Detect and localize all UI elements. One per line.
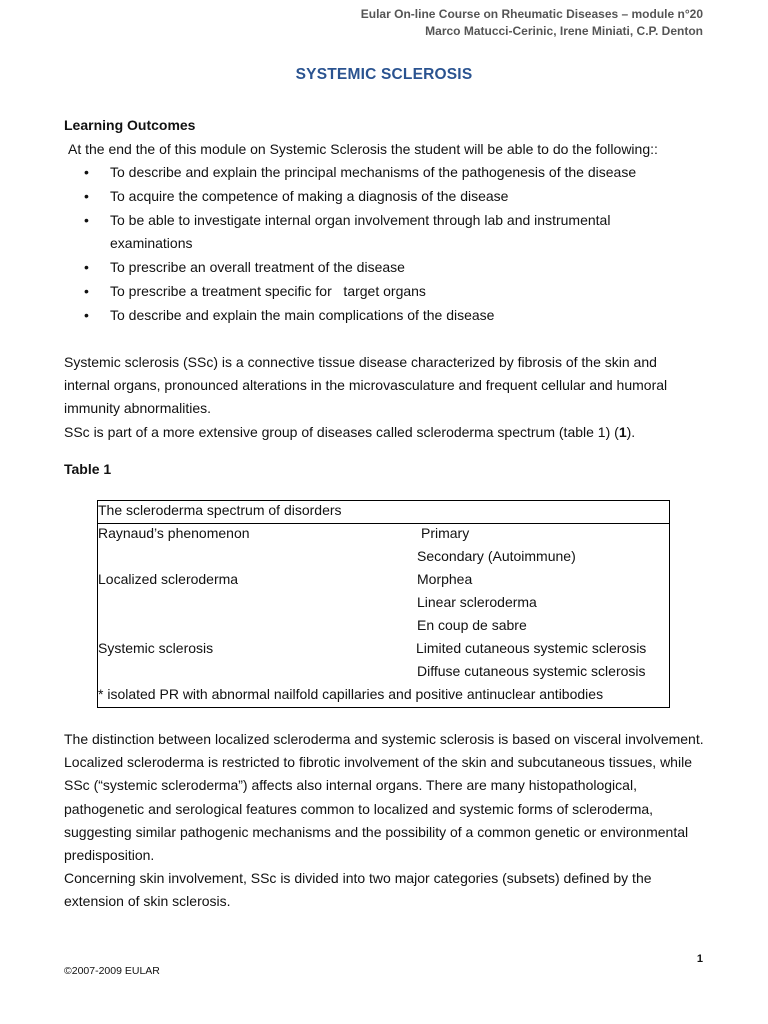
intro-paragraph: [64, 351, 684, 444]
copyright-notice: ©2007-2009 EULAR: [64, 965, 160, 977]
table-cell-primary: Primary: [421, 525, 470, 541]
bullet-icon: •: [84, 259, 89, 276]
list-item-text: To acquire the competence of making a diagnosis of the disease: [110, 187, 509, 204]
bullet-icon: •: [84, 187, 89, 204]
page-number: 1: [696, 953, 703, 965]
distinction-paragraph-text: The distinction between localized scleroderma and systemic sclerosis is based on visceral involvement. Localized scleroderma is restricted to fibrotic involvement of the skin and subcutaneous tissues, while SSc (“systemic scleroderma”) affects also internal organs. There are many histopathological, pathogenetic and serological features common to localized and systemic forms of scleroderma, suggesting similar pathogenic mechanisms and the possibility of a common genetic or environmental predisposition.: [64, 731, 704, 864]
page-title: SYSTEMIC SCLEROSIS: [295, 66, 473, 83]
table-header: The scleroderma spectrum of disorders: [98, 502, 342, 518]
bullet-icon: •: [84, 211, 89, 228]
learning-outcomes-intro: At the end the of this module on Systemic Sclerosis the student will be able to do the following::: [68, 141, 658, 157]
scleroderma-spectrum-text-end: ).: [626, 423, 636, 440]
list-item-text: To describe and explain the principal mechanisms of the pathogenesis of the disease: [110, 164, 637, 180]
authors-header: Marco Matucci-Cerinic, Irene Miniati, C.P. Denton: [425, 24, 703, 38]
table-cell-secondary: Secondary (Autoimmune): [417, 548, 576, 564]
bullet-icon: •: [84, 164, 89, 180]
table-cell-raynaud: Raynaud’s phenomenon: [98, 525, 250, 541]
skin-involvement-text: Concerning skin involvement, SSc is divided into two major categories (subsets) defined by the extension of skin sclerosis.: [64, 870, 652, 910]
table-cell-localized: Localized scleroderma: [98, 571, 239, 587]
table-footnote: * isolated PR with abnormal nailfold capillaries and positive antinuclear antibodies: [98, 686, 604, 702]
learning-outcomes-heading: Learning Outcomes: [64, 117, 196, 133]
scleroderma-spectrum-text: SSc is part of a more extensive group of diseases called scleroderma spectrum (table 1) (: [64, 423, 619, 440]
table-label: Table 1: [64, 461, 112, 477]
table-cell-morphea: Morphea: [417, 571, 473, 587]
list-item: [84, 304, 724, 328]
list-item-text: To prescribe an overall treatment of the disease: [110, 259, 405, 276]
list-item-text: To describe and explain the main complications of the disease: [110, 306, 495, 323]
list-item-text: To prescribe a treatment specific for target organs: [110, 282, 426, 299]
scleroderma-spectrum-table: [97, 500, 670, 708]
list-item: [84, 185, 724, 209]
bullet-icon: •: [84, 306, 89, 323]
bullet-icon: •: [84, 282, 89, 299]
table-cell-systemic: Systemic sclerosis: [98, 640, 214, 656]
reference-number: 1: [618, 423, 627, 440]
list-item: [84, 209, 724, 257]
body-paragraph: [64, 728, 710, 914]
course-header: Eular On-line Course on Rheumatic Diseases – module n°20: [360, 7, 703, 21]
list-item-text: To be able to investigate internal organ involvement through lab and instrumental examinations: [110, 211, 611, 252]
table-cell-linear: Linear scleroderma: [417, 594, 537, 610]
table-cell-diffuse: Diffuse cutaneous systemic sclerosis: [417, 663, 646, 679]
intro-paragraph-text: Systemic sclerosis (SSc) is a connective tissue disease characterized by fibrosis of the skin and internal organs, pronounced alterations in the microvasculature and frequent cellular and humoral immunity abnormalities.: [64, 354, 668, 417]
learning-outcomes-list: [84, 161, 724, 328]
list-item: [84, 161, 724, 185]
list-item: [84, 256, 724, 280]
table-cell-limited: Limited cutaneous systemic sclerosis: [416, 640, 647, 656]
table-cell-coup-de-sabre: En coup de sabre: [417, 617, 527, 633]
list-item: [84, 280, 724, 304]
